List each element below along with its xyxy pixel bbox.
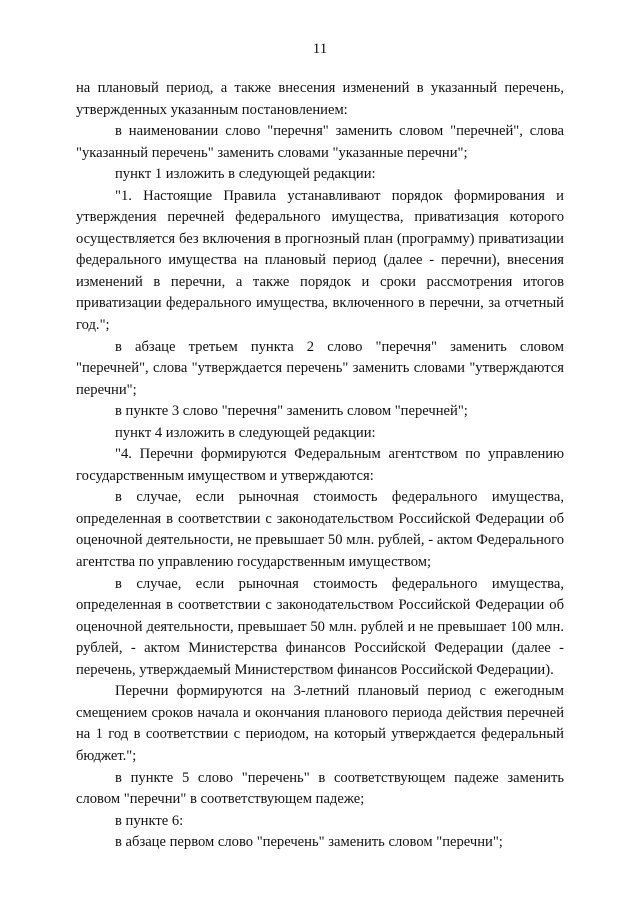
paragraph: пункт 4 изложить в следующей редакции: xyxy=(115,424,376,441)
paragraph: в абзаце третьем пункта 2 слово "перечня" заменить словом "перечней", слова "утверждается перечень" заменить словами "утверждаются перечни"; xyxy=(76,338,564,398)
paragraph: в пункте 6: xyxy=(115,812,184,829)
paragraph: пункт 1 изложить в следующей редакции: xyxy=(115,166,376,183)
page-number: 11 xyxy=(312,41,328,57)
paragraph: в пункте 5 слово "перечень" в соответствующем падеже заменить словом "перечни" в соответствующем падеже; xyxy=(76,769,564,808)
paragraph: в наименовании слово "перечня" заменить словом "перечней", слова "указанный перечень" заменить словами "указанные перечни"; xyxy=(76,123,564,161)
paragraph: в случае, если рыночная стоимость федерального имущества, определенная в соответствии с законодательством Российской Федерации об оценочной деятельности, не превышает 50 млн. рублей, - актом Федерального агентства по управлению государственным имуществом; xyxy=(76,489,564,571)
paragraph: на плановый период, а также внесения изменений в указанный перечень, утвержденных указанным постановлением: xyxy=(76,80,564,118)
paragraph: в пункте 3 слово "перечня" заменить словом "перечней"; xyxy=(115,403,468,420)
paragraph: Перечни формируются на 3-летний плановый период с ежегодным смещением сроков начала и окончания планового периода действия перечней на 1 год в соответствии с периодом, на который утверждается федеральный бюджет."; xyxy=(76,683,564,764)
paragraph: "4. Перечни формируются Федеральным агентством по управлению государственным имуществом и утверждаются: xyxy=(76,446,564,484)
paragraph: "1. Настоящие Правила устанавливают порядок формирования и утверждения перечней федерального имущества, приватизация которого осуществляется без включения в прогнозный план (программу) приватизации федерального имущества на плановый период (далее - перечни), внесения изменений в перечни, а также порядок и сроки рассмотрения итогов приватизации федерального имущества, включенного в перечни, за отчетный год."; xyxy=(76,187,564,334)
document-body xyxy=(76,78,564,854)
paragraph: в случае, если рыночная стоимость федерального имущества, определенная в соответствии с законодательством Российской Федерации об оценочной деятельности, превышает 50 млн. рублей и не превышает 100 млн. рублей, - актом Министерства финансов Российской Федерации (далее - перечень, утверждаемый Министерством финансов Российской Федерации). xyxy=(76,575,564,678)
paragraph: в абзаце первом слово "перечень" заменить словом "перечни"; xyxy=(115,834,503,851)
